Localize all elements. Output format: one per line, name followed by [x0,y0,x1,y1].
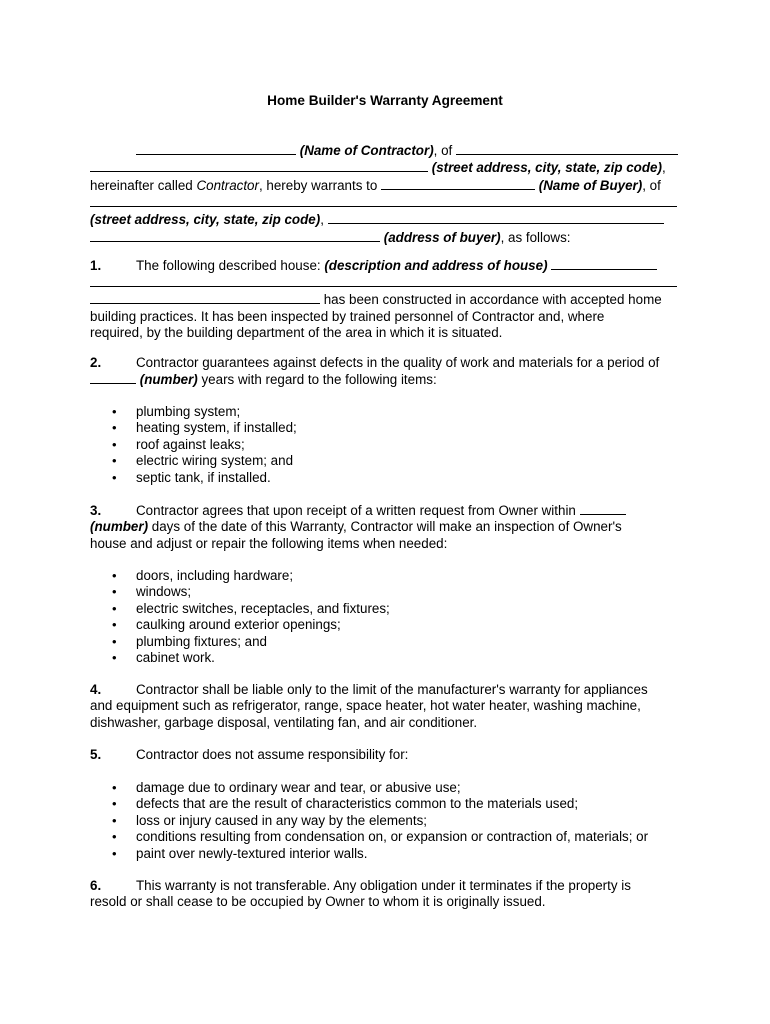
contractor-name-blank[interactable] [136,142,296,155]
street-address-label-2: (street address, city, state, zip code) [90,212,321,228]
section-1-line-5: required, by the building department of the area in which it is situated. [90,325,503,341]
section-3-line-3: house and adjust or repair the following items when needed: [90,535,448,551]
address-of-buyer-label: (address of buyer) [383,229,501,245]
section-1-line-1 [90,257,677,274]
request-days-blank[interactable] [580,502,626,515]
list-item: • caulking around exterior openings; [90,617,677,633]
buyer-address-blank[interactable] [90,194,677,207]
section-6-line-1-text: This warranty is not transferable. Any obligation under it terminates if the property is [136,878,631,893]
section-1-line-4: building practices. It has been inspected by trained personnel of Contractor and, where [90,308,605,324]
section-6-line-1 [90,878,677,894]
section-3-number: 3. [90,503,102,518]
contractor-address-blank[interactable] [456,142,678,155]
house-description-blank-2[interactable] [90,274,677,287]
list-item: • conditions resulting from condensation on, or expansion or contraction of, materials; or [90,829,677,845]
section-6 [90,878,677,911]
list-item: • paint over newly-textured interior walls. [90,846,677,862]
list-item: • electric wiring system; and [90,453,677,469]
list-item: • cabinet work. [90,650,677,666]
section-2-items [90,404,677,486]
section-5-line-1 [90,747,677,763]
house-description-blank[interactable] [551,257,657,270]
buyer-name-blank[interactable] [381,177,535,190]
contractor-term: Contractor [196,177,259,193]
contractor-address-blank-2[interactable] [90,159,428,172]
section-3 [90,502,677,552]
buyer-address-blank-2[interactable] [328,211,664,224]
name-of-contractor-label: (Name of Contractor) [299,143,434,158]
list-item: • windows; [90,584,677,600]
section-4-number: 4. [90,682,102,697]
document-title: Home Builder's Warranty Agreement [267,93,503,108]
hereby-warrants-text: , hereby warrants to [258,177,378,193]
section-2 [90,355,677,389]
section-1-line-3-text: has been constructed in accordance with accepted home [320,292,662,308]
list-item: • doors, including hardware; [90,568,677,584]
intro-line-1 [90,142,677,159]
list-item: • electric switches, receptacles, and fixtures; [90,601,677,617]
section-2-line-1 [90,355,677,371]
section-1 [90,257,677,342]
list-item: • heating system, if installed; [90,420,677,436]
section-4-line-2: and equipment such as refrigerator, range, space heater, hot water heater, washing machine, [90,698,641,714]
section-2-number: 2. [90,355,102,370]
section-3-items [90,568,677,666]
section-5-items [90,780,677,862]
list-item: • plumbing system; [90,404,677,420]
house-description-label: (description and address of house) [324,258,548,273]
list-item: • damage due to ordinary wear and tear, or abusive use; [90,780,677,796]
section-1-line-3 [90,291,677,308]
number-label-2: (number) [90,519,149,535]
intro-line-6 [90,229,677,246]
section-3-line-2-text: days of the date of this Warranty, Contractor will make an inspection of Owner's [148,519,622,535]
section-5 [90,747,677,763]
list-item: • loss or injury caused in any way by the elements; [90,813,677,829]
number-label: (number) [139,372,198,388]
section-1-lead: The following described house: [136,258,325,273]
buyer-address-blank-3[interactable] [90,229,380,242]
intro-line-3 [90,177,677,194]
section-3-line-1 [90,502,677,519]
section-2-line-1-text: Contractor guarantees against defects in the quality of work and materials for a period of [136,355,660,370]
section-2-line-2 [90,371,677,388]
section-1-number: 1. [90,258,102,273]
section-5-number: 5. [90,747,102,762]
section-3-line-2 [90,519,677,535]
name-of-buyer-label: (Name of Buyer) [538,177,643,193]
section-6-number: 6. [90,878,102,893]
list-item: • plumbing fixtures; and [90,634,677,650]
as-follows-text: , as follows: [500,229,571,245]
intro-line-2 [90,159,677,176]
section-6-line-2: resold or shall cease to be occupied by Owner to whom it is originally issued. [90,894,546,910]
intro-line-5 [90,211,677,228]
house-description-blank-3[interactable] [90,291,320,304]
section-4-line-1-text: Contractor shall be liable only to the limit of the manufacturer's warranty for appliances [136,682,648,697]
section-5-line-1-text: Contractor does not assume responsibility for: [136,747,409,762]
list-item: • defects that are the result of characteristics common to the materials used; [90,796,677,812]
hereinafter-text: hereinafter called [90,177,197,193]
section-4-line-1 [90,682,677,698]
comma-text-2: , [320,212,324,228]
warranty-years-blank[interactable] [90,371,136,384]
of-text-2: , of [642,177,661,193]
intro-paragraph [90,142,677,246]
section-4-line-3: dishwasher, garbage disposal, ventilating fan, and air conditioner. [90,714,478,730]
of-text: , of [433,143,453,158]
list-item: • septic tank, if installed. [90,470,677,486]
comma-text: , [661,160,666,176]
street-address-label: (street address, city, state, zip code) [431,160,662,176]
section-2-line-2-text: years with regard to the following items: [197,372,437,388]
section-4 [90,682,677,731]
section-3-line-1-text: Contractor agrees that upon receipt of a written request from Owner within [136,503,576,518]
list-item: • roof against leaks; [90,437,677,453]
